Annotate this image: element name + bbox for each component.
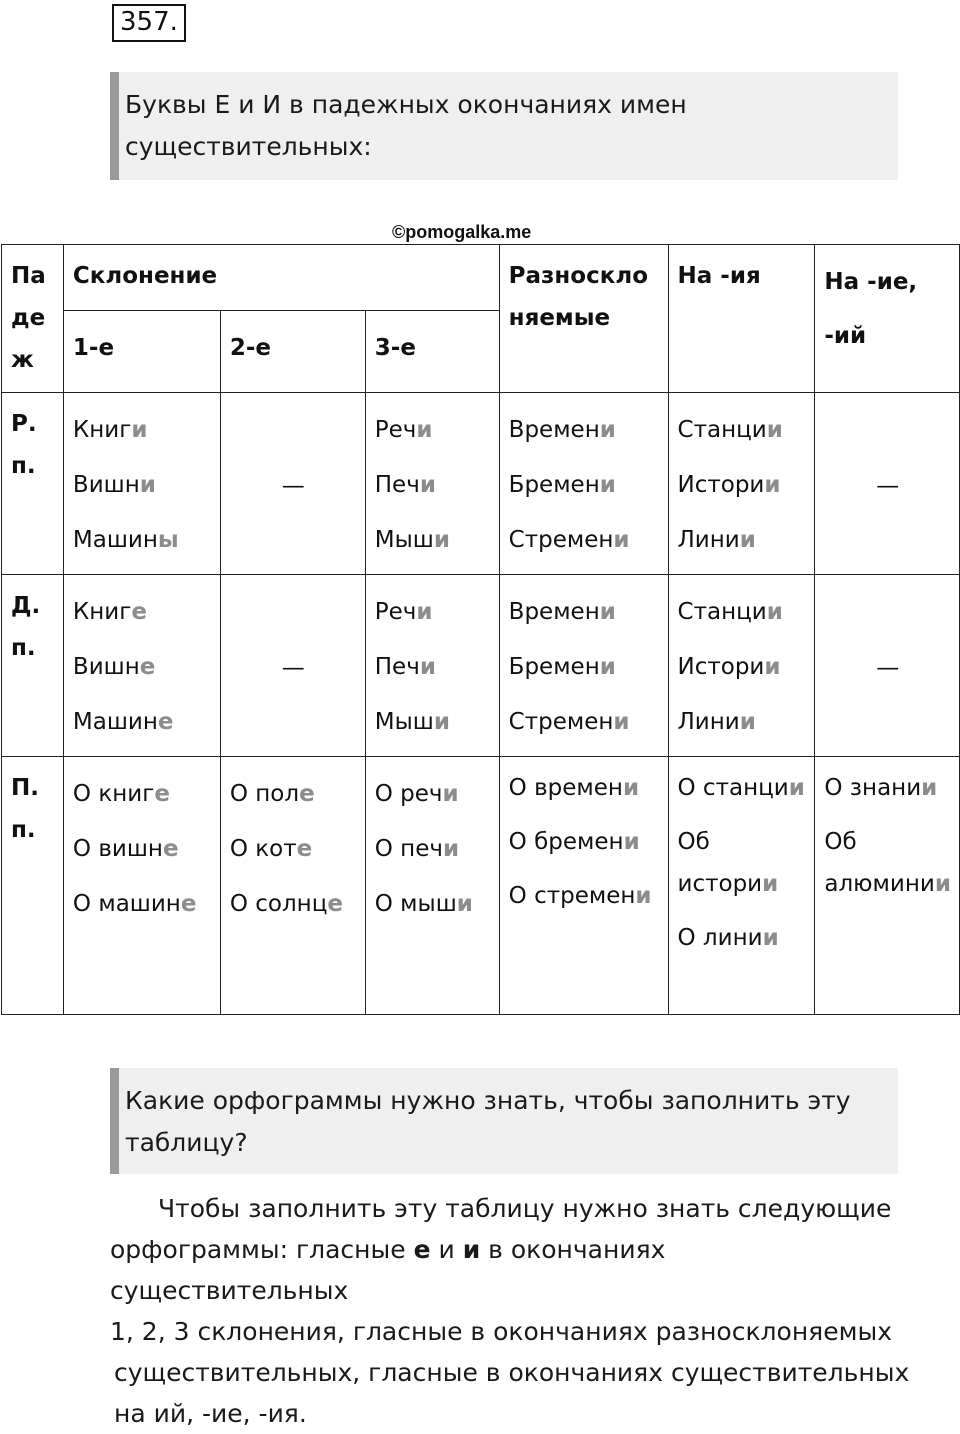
cell-ie: — bbox=[815, 393, 960, 575]
cell-d2: — bbox=[220, 393, 365, 575]
word-ending: и bbox=[764, 654, 781, 680]
word-ending: и bbox=[635, 883, 652, 909]
word-ending: и bbox=[788, 775, 805, 801]
cell-irregular bbox=[499, 575, 668, 757]
word-form bbox=[678, 458, 807, 513]
word-stem: Об истори bbox=[677, 829, 763, 897]
word-form bbox=[509, 821, 660, 863]
word-stem: Мыш bbox=[374, 709, 434, 735]
word-ending: и bbox=[762, 871, 779, 897]
question-callout bbox=[110, 1068, 898, 1174]
word-ending: е bbox=[327, 891, 343, 917]
word-form bbox=[73, 695, 212, 750]
word-form bbox=[678, 917, 807, 959]
word-ending: ы bbox=[157, 527, 179, 553]
word-form bbox=[678, 821, 807, 905]
word-ending: и bbox=[739, 527, 756, 553]
word-ending: и bbox=[934, 871, 951, 897]
word-form bbox=[509, 640, 660, 695]
word-stem: Мыш bbox=[374, 527, 434, 553]
word-form bbox=[824, 767, 951, 809]
word-stem: О вишн bbox=[72, 836, 163, 862]
cell-irregular bbox=[499, 757, 668, 1015]
word-ending: и bbox=[921, 775, 938, 801]
word-form bbox=[375, 458, 491, 513]
cell-d1 bbox=[63, 393, 220, 575]
word-stem: Печ bbox=[374, 654, 420, 680]
header-d2: 2-е bbox=[220, 311, 365, 393]
word-form bbox=[678, 585, 807, 640]
word-stem: Лини bbox=[677, 709, 740, 735]
word-form bbox=[375, 585, 491, 640]
word-stem: О знани bbox=[824, 775, 922, 801]
word-stem: Реч bbox=[374, 599, 417, 625]
header-ie: На -ие, -ий bbox=[815, 245, 960, 393]
word-stem: Стремен bbox=[508, 527, 614, 553]
word-ending: и bbox=[433, 709, 450, 735]
word-stem: О реч bbox=[374, 781, 443, 807]
case-label: Д. п. bbox=[2, 575, 64, 757]
word-form bbox=[375, 513, 491, 568]
word-ending: е bbox=[154, 781, 170, 807]
word-stem: Стремен bbox=[508, 709, 614, 735]
word-ending: и bbox=[613, 527, 630, 553]
answer-line: 1, 2, 3 склонения, гласные в окончаниях разносклоняемых bbox=[110, 1317, 892, 1346]
word-ending: и bbox=[766, 599, 783, 625]
word-form bbox=[230, 877, 357, 932]
word-ending: и bbox=[442, 781, 459, 807]
header-case: Па де ж bbox=[2, 245, 64, 393]
answer-line: Чтобы заполнить эту таблицу нужно знать следующие bbox=[158, 1194, 892, 1223]
word-stem: Истори bbox=[677, 654, 765, 680]
word-ending: и bbox=[599, 599, 616, 625]
word-stem: Реч bbox=[374, 417, 417, 443]
word-stem: Бремен bbox=[508, 472, 600, 498]
word-stem: Вишн bbox=[72, 472, 140, 498]
word-ending: и bbox=[416, 599, 433, 625]
watermark: ©pomogalka.me bbox=[392, 222, 532, 242]
word-form bbox=[375, 767, 491, 822]
word-stem: Книг bbox=[72, 417, 132, 443]
word-ending: и bbox=[613, 709, 630, 735]
word-stem: Станци bbox=[677, 599, 767, 625]
word-form bbox=[73, 513, 212, 568]
word-stem: О бремен bbox=[508, 829, 624, 855]
question-text: Какие орфограммы нужно знать, чтобы заполнить эту таблицу? bbox=[125, 1086, 851, 1157]
word-ending: и bbox=[762, 925, 779, 951]
answer-line: орфограммы: гласные е и и в окончаниях существительных bbox=[110, 1235, 666, 1305]
word-ending: е bbox=[131, 599, 147, 625]
word-form bbox=[73, 822, 212, 877]
cell-d2: — bbox=[220, 575, 365, 757]
header-declension: Склонение bbox=[63, 245, 499, 311]
word-form bbox=[509, 695, 660, 750]
word-form bbox=[375, 640, 491, 695]
word-form bbox=[73, 585, 212, 640]
word-form bbox=[230, 767, 357, 822]
word-ending: и bbox=[622, 775, 640, 801]
word-stem: Книг bbox=[72, 599, 132, 625]
word-stem: Истори bbox=[677, 472, 765, 498]
header-irregular: Разносклоняемые bbox=[499, 245, 668, 393]
word-stem: О мыш bbox=[374, 891, 457, 917]
word-ending: е bbox=[139, 654, 156, 680]
word-stem: О кот bbox=[229, 836, 297, 862]
table-row bbox=[2, 575, 960, 757]
word-form bbox=[73, 403, 212, 458]
cell-iya bbox=[668, 757, 815, 1015]
word-stem: Машин bbox=[72, 527, 158, 553]
word-form bbox=[73, 458, 212, 513]
answer-line: существительных, гласные в окончаниях существительных bbox=[114, 1358, 910, 1387]
word-form bbox=[375, 403, 491, 458]
word-ending: е bbox=[157, 709, 174, 735]
header-d1: 1-е bbox=[63, 311, 220, 393]
word-form bbox=[230, 822, 357, 877]
word-form bbox=[375, 822, 491, 877]
answer-text bbox=[110, 1188, 910, 1434]
word-ending: и bbox=[442, 836, 460, 862]
case-label: Р. п. bbox=[2, 393, 64, 575]
cell-irregular bbox=[499, 393, 668, 575]
word-stem: О стремен bbox=[508, 883, 636, 909]
word-ending: е bbox=[299, 781, 315, 807]
word-ending: и bbox=[599, 417, 616, 443]
word-form bbox=[678, 640, 807, 695]
word-form bbox=[509, 875, 660, 917]
word-ending: и bbox=[739, 709, 756, 735]
word-form bbox=[509, 513, 660, 568]
word-stem: Бремен bbox=[508, 654, 600, 680]
word-form bbox=[375, 695, 491, 750]
cell-d1 bbox=[63, 575, 220, 757]
cell-d2 bbox=[220, 757, 365, 1015]
word-form bbox=[678, 767, 807, 809]
word-ending: и bbox=[764, 472, 781, 498]
cell-d1 bbox=[63, 757, 220, 1015]
word-stem: Времен bbox=[508, 599, 600, 625]
word-ending: и bbox=[416, 417, 433, 443]
table-row bbox=[2, 757, 960, 1015]
word-form bbox=[509, 585, 660, 640]
word-ending: е bbox=[296, 836, 313, 862]
word-stem: Об алюмини bbox=[824, 829, 935, 897]
cell-ie bbox=[815, 757, 960, 1015]
word-form bbox=[678, 403, 807, 458]
word-stem: О книг bbox=[72, 781, 155, 807]
word-ending: и bbox=[599, 654, 616, 680]
word-form bbox=[73, 640, 212, 695]
case-label: П. п. bbox=[2, 757, 64, 1015]
word-form bbox=[73, 767, 212, 822]
table-row bbox=[2, 393, 960, 575]
word-form bbox=[509, 403, 660, 458]
word-ending: и bbox=[419, 654, 436, 680]
word-ending: и bbox=[766, 417, 783, 443]
word-stem: Печ bbox=[374, 472, 420, 498]
word-ending: и bbox=[131, 417, 148, 443]
cell-d3 bbox=[365, 575, 499, 757]
header-d3: 3-е bbox=[365, 311, 499, 393]
cell-d3 bbox=[365, 393, 499, 575]
word-ending: и bbox=[599, 472, 616, 498]
cell-iya bbox=[668, 393, 815, 575]
word-form bbox=[375, 877, 491, 932]
word-form bbox=[824, 821, 951, 905]
word-stem: Станци bbox=[677, 417, 767, 443]
word-stem: Машин bbox=[72, 709, 158, 735]
header-iya: На -ия bbox=[668, 245, 815, 393]
intro-text: Буквы Е и И в падежных окончаниях имен существительных: bbox=[125, 90, 687, 161]
endings-table bbox=[1, 244, 960, 1015]
word-form bbox=[509, 458, 660, 513]
word-stem: Лини bbox=[677, 527, 740, 553]
word-stem: Вишн bbox=[72, 654, 140, 680]
word-stem: О пол bbox=[229, 781, 300, 807]
word-stem: О времен bbox=[508, 775, 623, 801]
word-form bbox=[509, 767, 660, 809]
word-ending: е bbox=[162, 836, 179, 862]
word-stem: О печ bbox=[374, 836, 443, 862]
task-number: 357. bbox=[112, 4, 186, 42]
word-ending: и bbox=[623, 829, 640, 855]
word-ending: и bbox=[433, 527, 450, 553]
word-stem: О лини bbox=[677, 925, 763, 951]
cell-ie: — bbox=[815, 575, 960, 757]
word-ending: е bbox=[180, 891, 197, 917]
word-stem: О солнц bbox=[229, 891, 328, 917]
word-stem: Времен bbox=[508, 417, 600, 443]
answer-line: на ий, -ие, -ия. bbox=[114, 1399, 307, 1428]
word-stem: О станци bbox=[677, 775, 789, 801]
word-ending: и bbox=[139, 472, 156, 498]
word-form bbox=[678, 695, 807, 750]
cell-d3 bbox=[365, 757, 499, 1015]
intro-callout bbox=[110, 72, 898, 180]
cell-iya bbox=[668, 575, 815, 757]
word-form bbox=[73, 877, 212, 932]
word-ending: и bbox=[419, 472, 436, 498]
word-form bbox=[678, 513, 807, 568]
word-stem: О машин bbox=[72, 891, 181, 917]
word-ending: и bbox=[456, 891, 473, 917]
